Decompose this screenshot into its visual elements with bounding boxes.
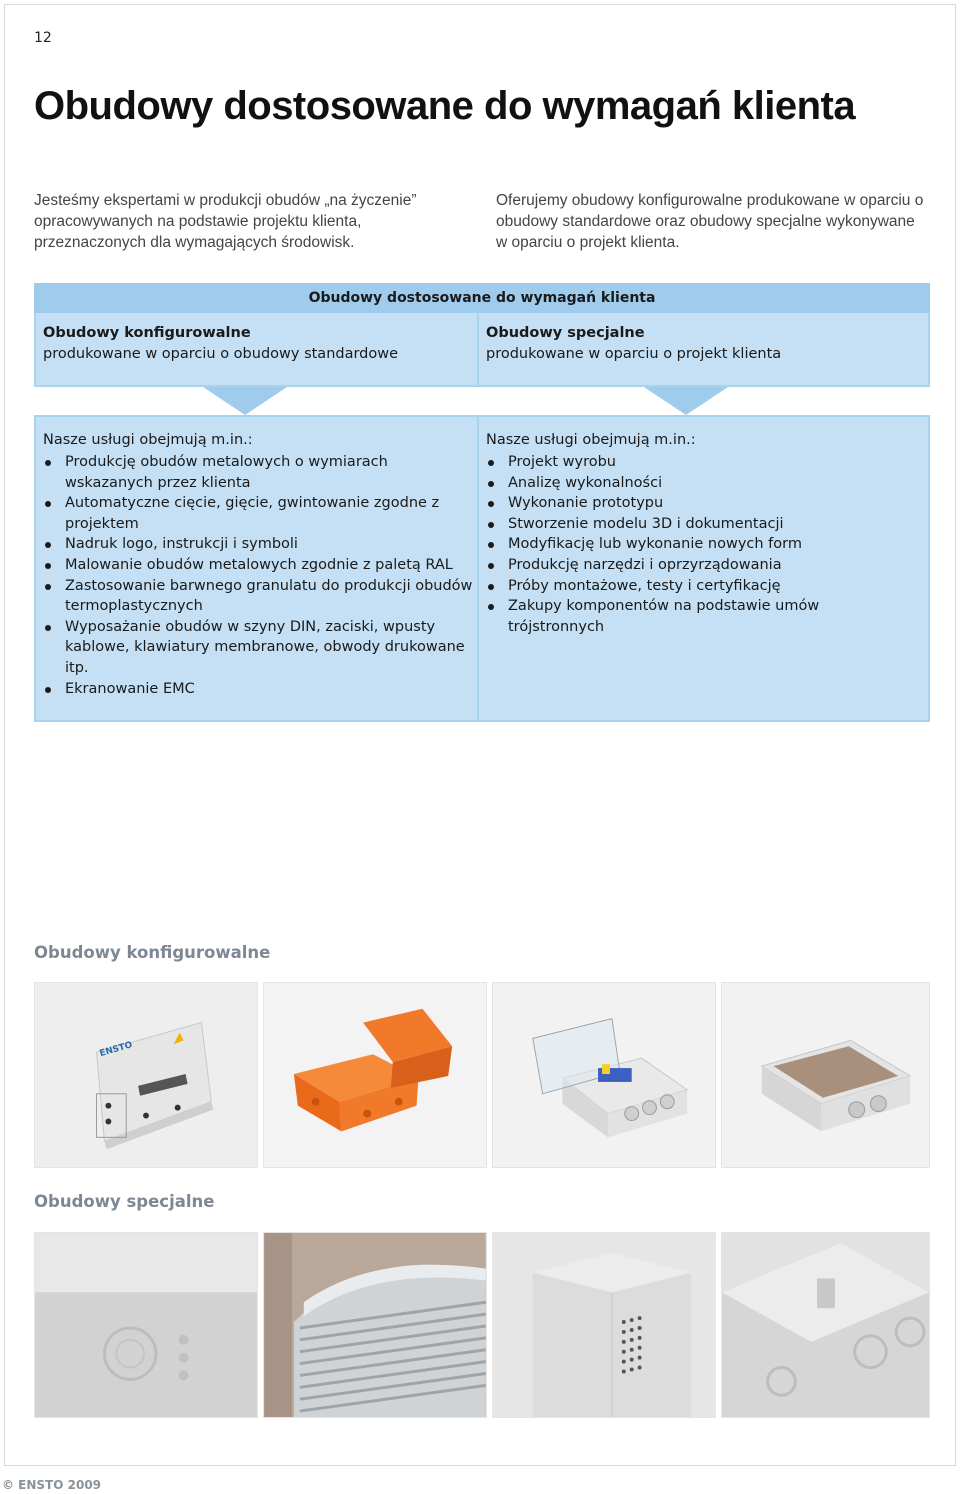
footer-copyright: © ENSTO 2009 — [2, 1478, 102, 1492]
list-item: Wyposażanie obudów w szyny DIN, zaciski, wpusty kablowe, klawiatury membranowe, obwody drukowane itp. — [43, 617, 473, 679]
list-item: Stworzenie modelu 3D i dokumentacji — [486, 514, 916, 535]
special-gallery-label: Obudowy specjalne — [34, 1192, 215, 1211]
list-item: Ekranowanie EMC — [43, 679, 473, 700]
configurable-subtitle: produkowane w oparciu o obudowy standardowe — [43, 346, 399, 362]
list-item: Modyfikację lub wykonanie nowych form — [486, 534, 916, 555]
photo-transparent-lid-box — [492, 982, 716, 1168]
ensto-logo: ENSTO — [98, 1040, 134, 1060]
list-item: Projekt wyrobu — [486, 452, 916, 473]
special-services-box — [479, 415, 930, 722]
photo-orange-box — [263, 982, 487, 1168]
list-item: Zakupy komponentów na podstawie umów trójstronnych — [486, 596, 916, 637]
photo-vented-cabinet — [492, 1232, 716, 1418]
configurable-gallery-label: Obudowy konfigurowalne — [34, 943, 271, 962]
photo-control-enclosure — [34, 982, 258, 1168]
configurable-box — [34, 313, 479, 387]
arrow-down-icon — [203, 387, 287, 415]
intro-right-text: Oferujemy obudowy konfigurowalne produkowane w oparciu o obudowy standardowe oraz obudowy specjalne wykonywane w oparciu o projekt klienta. — [496, 192, 924, 251]
list-item: Analizę wykonalności — [486, 473, 916, 494]
list-item: Wykonanie prototypu — [486, 493, 916, 514]
special-services-list — [486, 452, 916, 637]
list-item: Produkcję obudów metalowych o wymiarach wskazanych przez klienta — [43, 452, 473, 493]
special-services-heading: Nasze usługi obejmują m.in.: — [486, 432, 696, 448]
photo-grey-junction-box — [721, 1232, 930, 1418]
special-box — [479, 313, 930, 387]
page-number: 12 — [34, 30, 52, 46]
photo-metal-box — [721, 982, 930, 1168]
list-item: Zastosowanie barwnego granulatu do produkcji obudów termoplastycznych — [43, 576, 473, 617]
special-subtitle: produkowane w oparciu o projekt klienta — [486, 346, 782, 362]
configurable-services-list — [43, 452, 473, 699]
photo-louvre-housing — [263, 1232, 487, 1418]
diagram-header: Obudowy dostosowane do wymagań klienta — [34, 283, 930, 313]
list-item: Nadruk logo, instrukcji i symboli — [43, 534, 473, 555]
configurable-services-box — [34, 415, 479, 722]
list-item: Produkcję narzędzi i oprzyrządowania — [486, 555, 916, 576]
configurable-services-heading: Nasze usługi obejmują m.in.: — [43, 432, 253, 448]
photo-grey-plastic-box — [34, 1232, 258, 1418]
intro-left-text: Jesteśmy ekspertami w produkcji obudów „na życzenie” opracowywanych na podstawie projektu klienta, przeznaczonych dla wymagających środowisk. — [34, 192, 417, 251]
list-item: Automatyczne cięcie, gięcie, gwintowanie zgodne z projektem — [43, 493, 473, 534]
arrow-down-icon — [644, 387, 728, 415]
page-title: Obudowy dostosowane do wymagań klienta — [34, 84, 856, 128]
list-item: Malowanie obudów metalowych zgodnie z paletą RAL — [43, 555, 473, 576]
special-title: Obudowy specjalne — [486, 325, 645, 341]
configurable-title: Obudowy konfigurowalne — [43, 325, 251, 341]
list-item: Próby montażowe, testy i certyfikację — [486, 576, 916, 597]
